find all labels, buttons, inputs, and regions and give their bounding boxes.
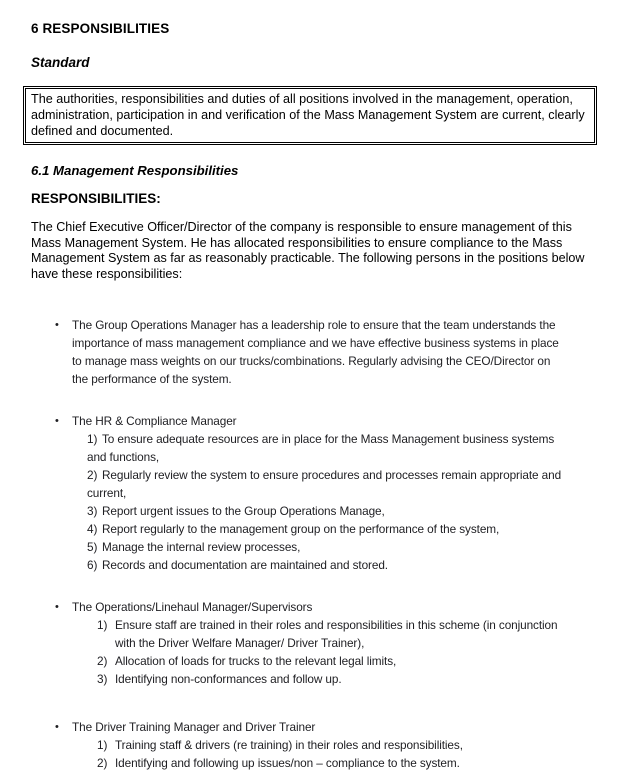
role-row (31, 316, 589, 388)
role-text: The HR & Compliance Manager (72, 414, 237, 429)
numbered-item: 3) Identifying non-conformances and follow up. (97, 672, 342, 687)
item-number: 1) (87, 432, 98, 447)
role-item (31, 718, 589, 772)
numbered-list (31, 616, 589, 688)
item-number: 2) (97, 756, 108, 771)
item-number: 5) (87, 540, 98, 555)
role-text: The Operations/Linehaul Manager/Supervisors (72, 600, 313, 615)
item-number: 1) (97, 738, 108, 753)
numbered-item: 3) Report urgent issues to the Group Operations Manage, (87, 504, 385, 519)
numbered-list (31, 736, 589, 772)
intro-paragraph: The Chief Executive Officer/Director of the company is responsible to ensure management of this Mass Management System. He has allocated responsibilities to ensure compliance to the Mass Management System as far as reasonably practicable. The following persons in the positions below have these responsibilities: (31, 220, 585, 281)
item-number: 6) (87, 558, 98, 573)
roles-list (31, 316, 589, 772)
numbered-item: 1) To ensure adequate resources are in place for the Mass Management business systems and functions, (87, 432, 555, 465)
numbered-item: 1) Ensure staff are trained in their roles and responsibilities in this scheme (in conjunction with the Driver Welfare Manager/ Driver Trainer), (97, 618, 558, 651)
responsibilities-heading: RESPONSIBILITIES: (31, 191, 161, 206)
subsection-heading: 6.1 Management Responsibilities (31, 163, 239, 178)
numbered-item: 4) Report regularly to the management group on the performance of the system, (87, 522, 500, 537)
section-heading: 6 RESPONSIBILITIES (31, 21, 170, 36)
role-item (31, 598, 589, 688)
role-row (31, 718, 589, 736)
role-text: The Group Operations Manager has a leadership role to ensure that the team understands the importance of mass management compliance and we have effective business systems in place to manage mass weights on our trucks/combinations. Regularly advising the CEO/Director on the performance of the system. (72, 318, 559, 387)
numbered-item: 2) Identifying and following up issues/non – compliance to the system. (97, 756, 460, 771)
item-number: 2) (87, 468, 98, 483)
standard-box (23, 86, 597, 145)
bullet-icon: • (55, 319, 59, 332)
item-number: 4) (87, 522, 98, 537)
numbered-item: 5) Manage the internal review processes, (87, 540, 301, 555)
numbered-item: 2) Regularly review the system to ensure procedures and processes remain appropriate and current, (87, 468, 562, 501)
role-text: The Driver Training Manager and Driver Trainer (72, 720, 316, 735)
bullet-icon: • (55, 721, 59, 734)
item-number: 1) (97, 618, 108, 633)
item-number: 3) (87, 504, 98, 519)
role-item (31, 412, 589, 574)
standard-heading: Standard (31, 55, 90, 70)
numbered-item: 6) Records and documentation are maintained and stored. (87, 558, 388, 573)
numbered-list (31, 430, 589, 574)
numbered-item: 1) Training staff & drivers (re training) in their roles and responsibilities, (97, 738, 463, 753)
numbered-item: 2) Allocation of loads for trucks to the relevant legal limits, (97, 654, 397, 669)
item-number: 2) (97, 654, 108, 669)
role-row (31, 598, 589, 616)
role-row (31, 412, 589, 430)
bullet-icon: • (55, 415, 59, 428)
standard-text: The authorities, responsibilities and duties of all positions involved in the management, operation, administration, participation in and verification of the Mass Management System are current, clearly defined and documented. (31, 92, 585, 138)
role-item (31, 316, 589, 388)
item-number: 3) (97, 672, 108, 687)
bullet-icon: • (55, 601, 59, 614)
